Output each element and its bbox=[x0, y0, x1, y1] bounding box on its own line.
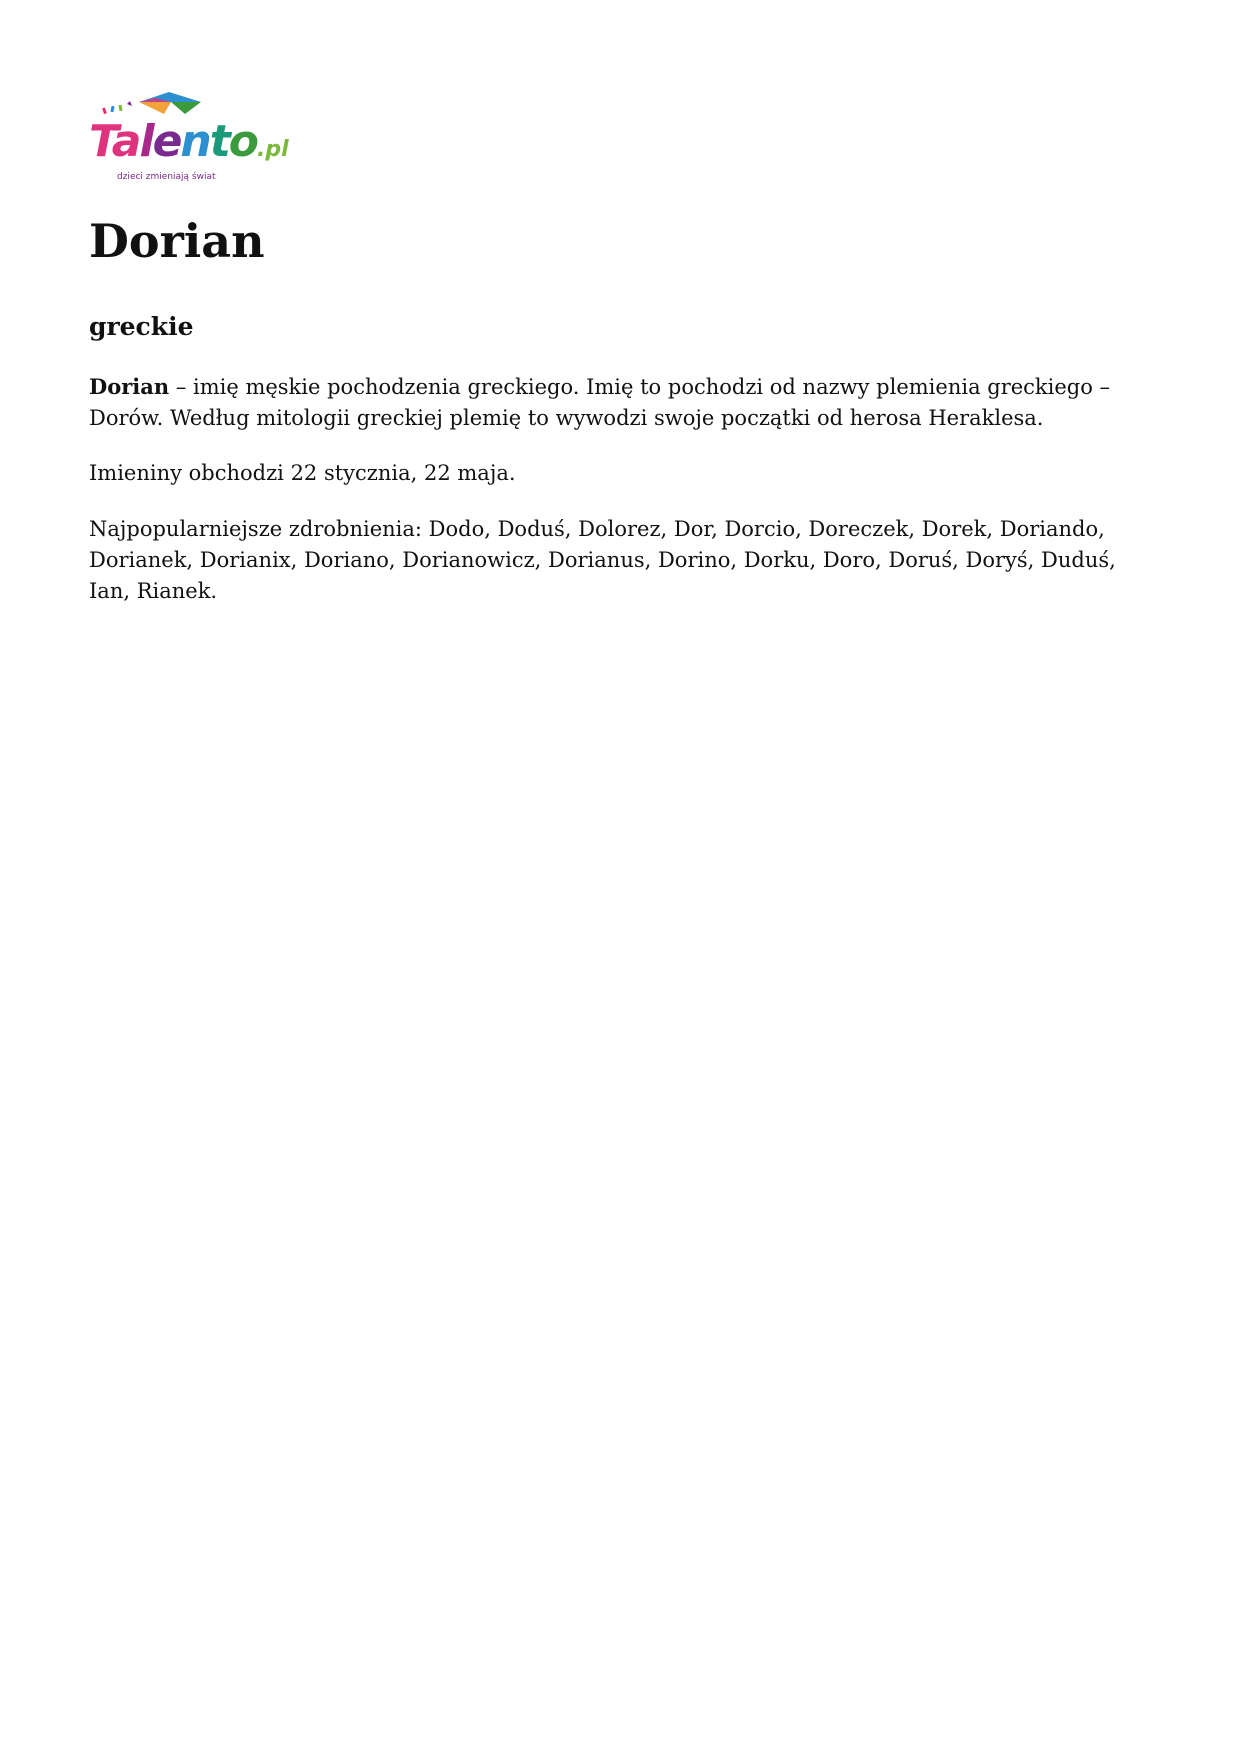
intro-paragraph bbox=[89, 371, 1149, 434]
page-title: Dorian bbox=[89, 214, 265, 268]
logo-letter: Ta bbox=[89, 116, 140, 167]
intro-name: Dorian bbox=[89, 374, 170, 399]
nameday-paragraph: Imieniny obchodzi 22 stycznia, 22 maja. bbox=[89, 461, 516, 485]
logo-letter: n bbox=[180, 116, 210, 167]
logo-letter: l bbox=[139, 116, 153, 167]
origin-heading: greckie bbox=[89, 312, 194, 341]
intro-text: – imię męskie pochodzenia greckiego. Imię to pochodzi od nazwy plemienia greckiego – Dorów. Według mitologii greckiej plemię to wywodzi swoje początki od herosa Heraklesa. bbox=[89, 375, 1111, 430]
logo-letter: t bbox=[209, 116, 229, 167]
diminutives-paragraph: Najpopularniejsze zdrobnienia: Dodo, Doduś, Dolorez, Dor, Dorcio, Doreczek, Dorek, Doriando, Dorianek, Dorianix, Doriano, Dorianowicz, Dorianus, Dorino, Dorku, Doro, Doruś, Doryś, Duduś, Ian, Rianek. bbox=[89, 517, 1116, 603]
logo-tagline: dzieci zmieniają świat bbox=[117, 172, 216, 182]
logo-tld: .pl bbox=[257, 137, 289, 162]
document-page bbox=[89, 90, 1149, 603]
talento-logo[interactable] bbox=[89, 90, 289, 190]
logo-wordmark bbox=[89, 116, 289, 167]
logo-letter: e bbox=[152, 116, 181, 167]
logo-letter: o bbox=[228, 116, 258, 167]
